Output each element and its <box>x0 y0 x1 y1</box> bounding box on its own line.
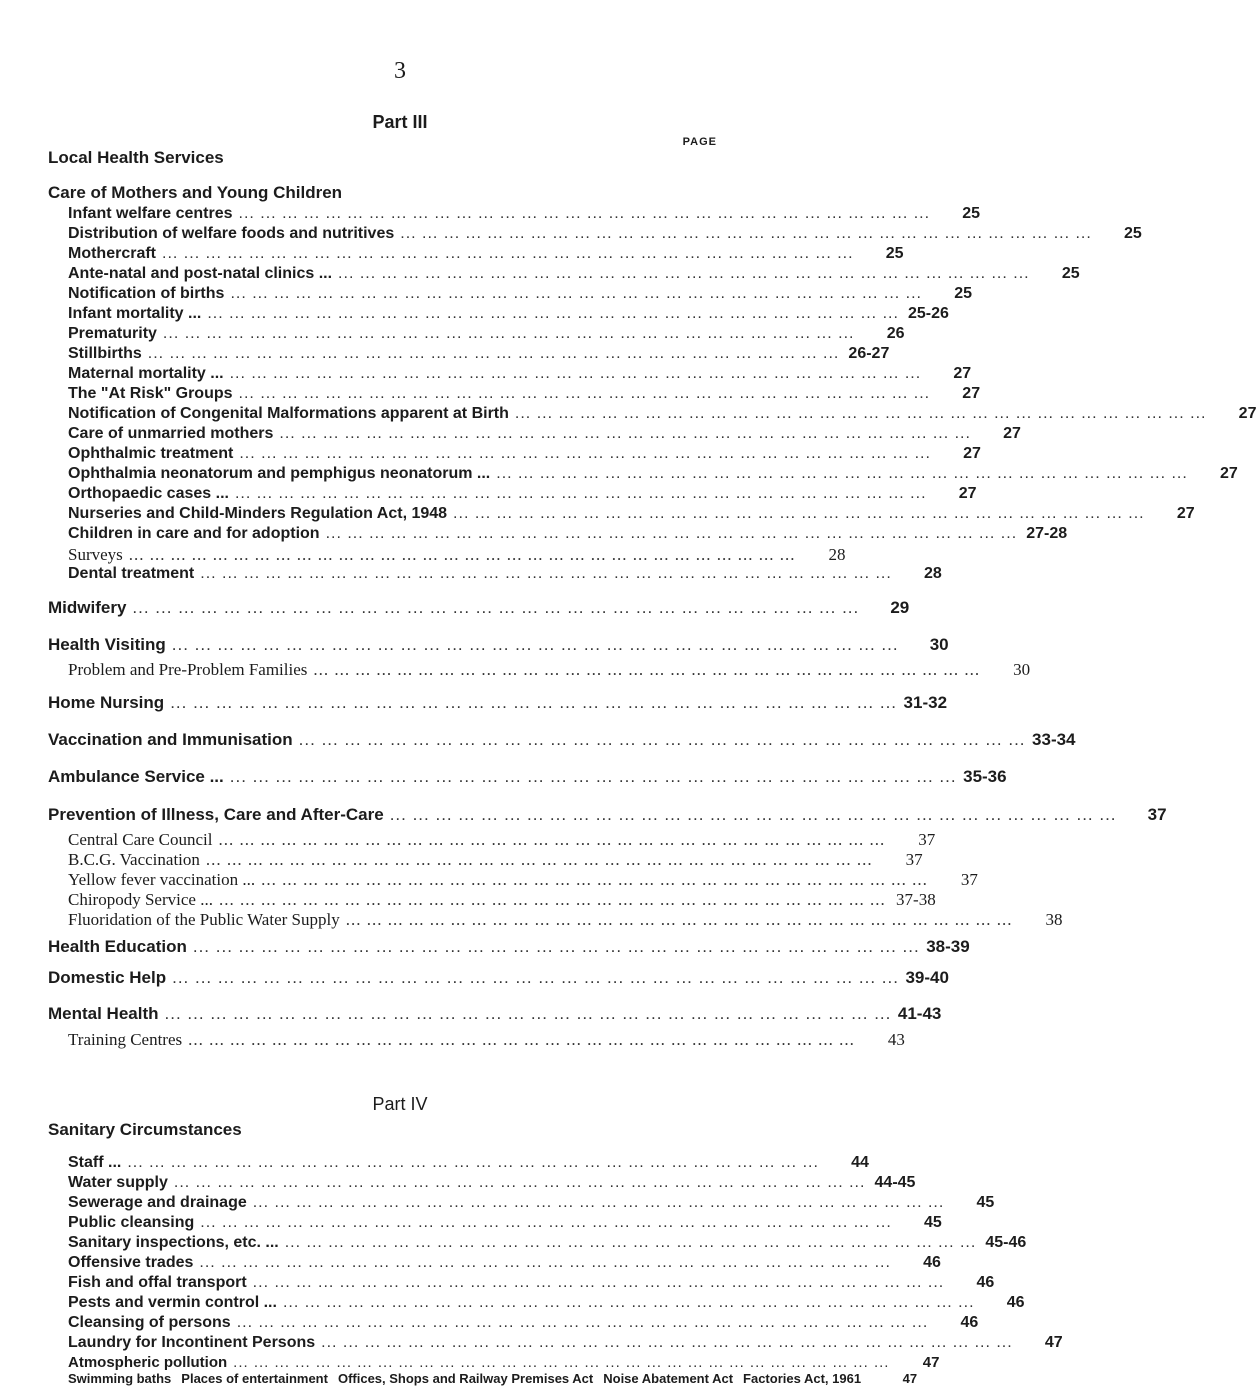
toc-heading-mental-health: Mental Health ... . 41-43 <box>48 1004 738 1028</box>
toc-entry: Staff ... ... . 44 <box>68 1154 738 1174</box>
toc-entry: Laundry for Incontinent Persons ... . 47 <box>68 1334 738 1354</box>
part-iii-title: Part III <box>372 112 428 132</box>
toc-entry: Water supply ... . 44-45 <box>68 1174 738 1194</box>
toc-entry: Infant welfare centres ... . 25 <box>68 205 738 225</box>
local-health-services-heading: Local Health Services <box>48 148 224 167</box>
page-number: 3 <box>394 58 406 84</box>
toc-entry: Pests and vermin control ... ... . 46 <box>68 1294 738 1314</box>
toc-heading-prevention: Prevention of Illness, Care and After-Care ... . 37 <box>48 805 738 829</box>
toc-entry: Fluoridation of the Public Water Supply ... . 38 <box>68 910 738 930</box>
toc-entry: Care of unmarried mothers ... . 27 <box>68 425 738 445</box>
mothers-children-heading: Care of Mothers and Young Children <box>48 183 343 202</box>
toc-heading-home-nursing: Home Nursing ... . 31-32 <box>48 693 738 717</box>
toc-entry: Sanitary inspections, etc. ... ... . 45-46 <box>68 1234 738 1254</box>
toc-entry: Yellow fever vaccination ... ... . 37 <box>68 870 738 890</box>
part-iv-title: Part IV <box>372 1094 428 1114</box>
toc-entry: Ante-natal and post-natal clinics ... ... . 25 <box>68 265 738 285</box>
toc-entry: Ophthalmia neonatorum and pemphigus neonatorum ... ... . 27 <box>68 465 738 485</box>
toc-entry: Prematurity ... . 26 <box>68 325 738 345</box>
toc-entry: Dental treatment ... . 28 <box>68 565 738 585</box>
toc-heading-vaccination: Vaccination and Immunisation ... . 33-34 <box>48 730 738 754</box>
toc-entry: Orthopaedic cases ... ... . 27 <box>68 485 738 505</box>
toc-entry: Surveys ... . 28 <box>68 545 738 565</box>
toc-entry: Public cleansing ... . 45 <box>68 1214 738 1234</box>
toc-entry: Maternal mortality ... ... . 27 <box>68 365 738 385</box>
toc-heading-health-education: Health Education ... . 38-39 <box>48 937 738 961</box>
toc-entry: Stillbirths ... . 26-27 <box>68 345 738 365</box>
toc-entry: Swimming baths Places of entertainment Offices, Shops and Railway Premises Act Noise Abatement Act Factories Act, 1961 47 <box>68 1371 918 1386</box>
toc-entry: Training Centres ... . 43 <box>68 1030 738 1050</box>
toc-entry: B.C.G. Vaccination ... . 37 <box>68 850 738 870</box>
toc-entry: The "At Risk" Groups ... . 27 <box>68 385 738 405</box>
toc-entry: Cleansing of persons ... . 46 <box>68 1314 738 1334</box>
toc-heading-health-visiting: Health Visiting ... . 30 <box>48 635 738 659</box>
toc-entry: Notification of births ... . 25 <box>68 285 738 305</box>
toc-entry: Notification of Congenital Malformations apparent at Birth ... . 27 <box>68 405 738 425</box>
toc-entry: Chiropody Service ... ... . 37-38 <box>68 890 738 910</box>
page-column-label: PAGE <box>682 136 717 148</box>
toc-entry: Atmospheric pollution ... . 47 <box>68 1354 738 1374</box>
toc-entry: Central Care Council ... . 37 <box>68 830 738 850</box>
toc-entry: Ophthalmic treatment ... . 27 <box>68 445 738 465</box>
toc-entry: Mothercraft ... . 25 <box>68 245 738 265</box>
toc-entry: Offensive trades ... . 46 <box>68 1254 738 1274</box>
toc-heading-ambulance: Ambulance Service ... ... . 35-36 <box>48 767 738 791</box>
toc-entry: Nurseries and Child-Minders Regulation Act, 1948 ... . 27 <box>68 505 738 525</box>
toc-entry: Sewerage and drainage ... . 45 <box>68 1194 738 1214</box>
toc-entry: Infant mortality ... ... . 25-26 <box>68 305 738 325</box>
sanitary-circumstances-heading: Sanitary Circumstances <box>48 1120 242 1139</box>
toc-entry: Fish and offal transport ... . 46 <box>68 1274 738 1294</box>
toc-heading-midwifery: Midwifery ... . 29 <box>48 598 738 622</box>
toc-heading-domestic-help: Domestic Help ... . 39-40 <box>48 968 738 992</box>
toc-entry: Problem and Pre-Problem Families ... . 30 <box>68 660 738 680</box>
toc-entry: Children in care and for adoption ... . 27-28 <box>68 525 738 545</box>
toc-entry: Distribution of welfare foods and nutritives ... . 25 <box>68 225 738 245</box>
